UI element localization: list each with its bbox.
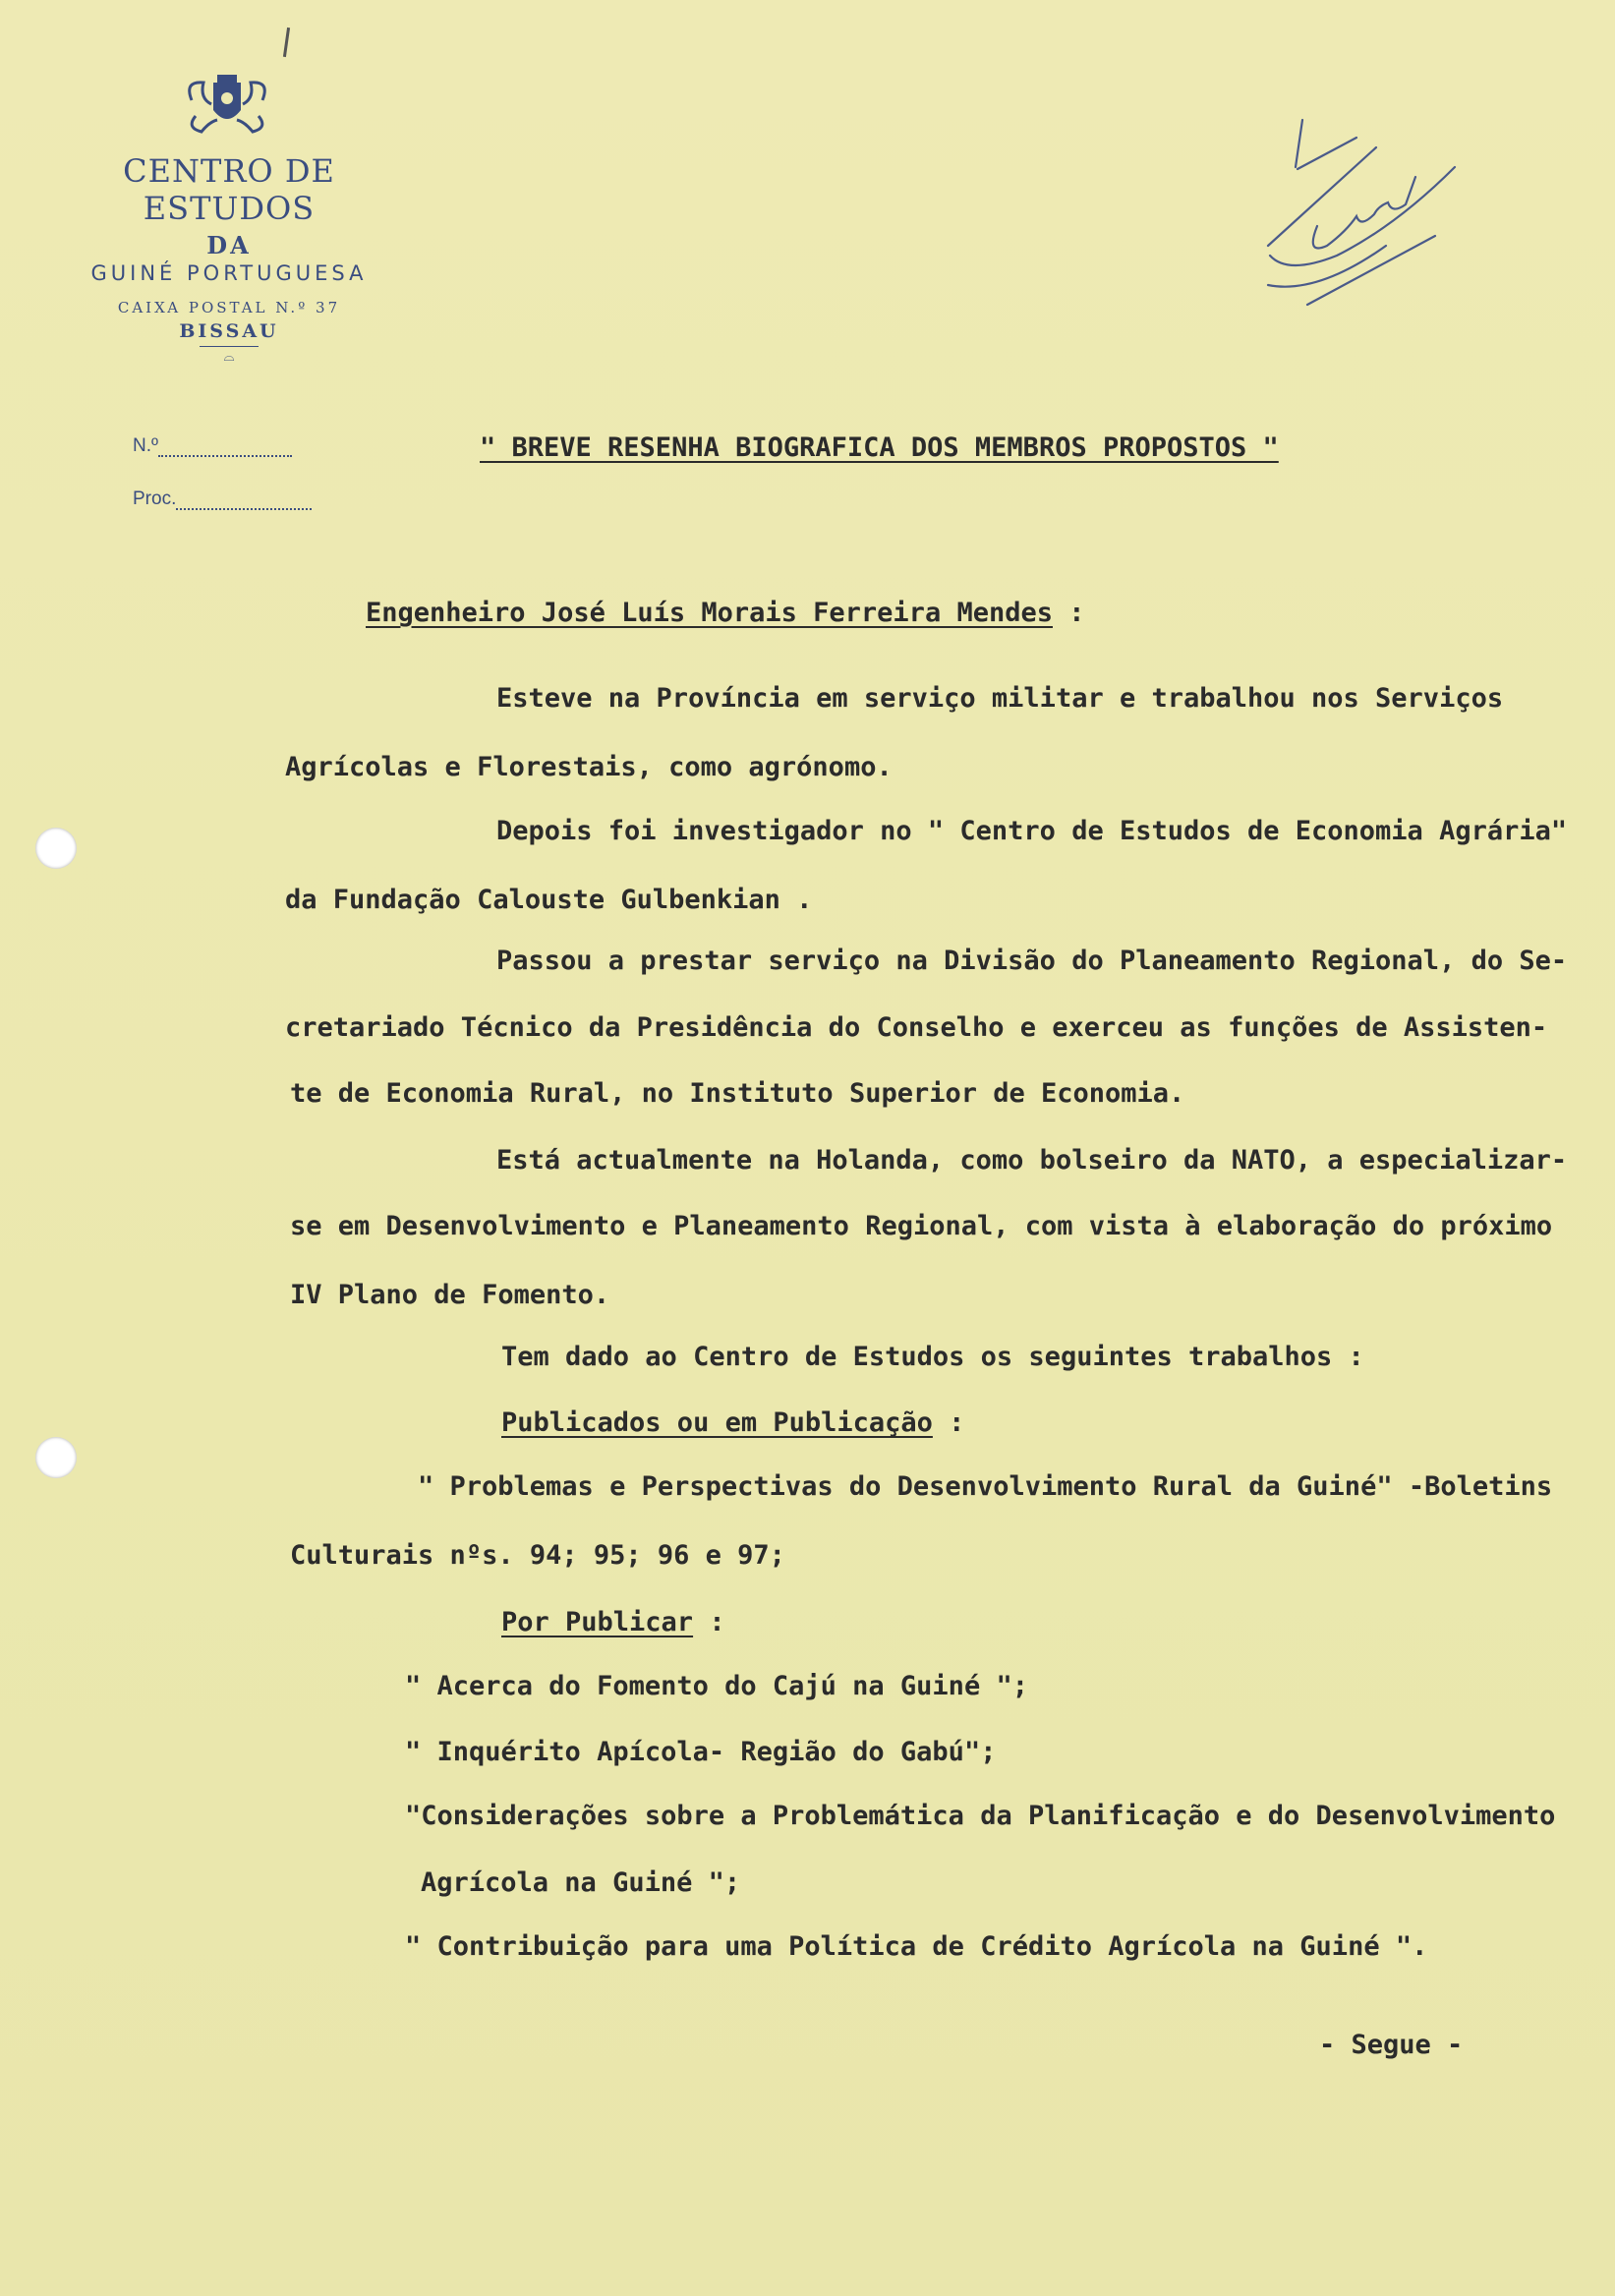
unpublished-item-3: "Considerações sobre a Problemática da Planificação e do Desenvolvimento xyxy=(405,1801,1556,1831)
document-title: " BREVE RESENHA BIOGRAFICA DOS MEMBROS PROPOSTOS " xyxy=(480,432,1279,463)
coat-of-arms-icon xyxy=(182,71,272,142)
published-heading-text: Publicados ou em Publicação xyxy=(501,1407,933,1438)
proc-label: Proc. xyxy=(133,488,177,509)
continuation-note: - Segue - xyxy=(1319,2030,1464,2060)
unpublished-item-5: " Contribuição para uma Política de Crédito Agrícola na Guiné ". xyxy=(405,1931,1428,1962)
bio-line-6: cretariado Técnico da Presidência do Conselho e exerceu as funções de Assisten- xyxy=(285,1012,1548,1043)
bio-line-11: Tem dado ao Centro de Estudos os seguintes trabalhos : xyxy=(501,1342,1364,1372)
person-name: Engenheiro José Luís Morais Ferreira Mendes xyxy=(366,598,1053,628)
published-line-2: Culturais nºs. 94; 95; 96 e 97; xyxy=(290,1540,785,1571)
unpublished-colon: : xyxy=(709,1607,725,1637)
published-heading xyxy=(501,1407,964,1438)
person-colon: : xyxy=(1068,598,1085,628)
bio-line-10: IV Plano de Fomento. xyxy=(290,1280,610,1310)
institution-name: CENTRO DE ESTUDOS xyxy=(123,152,335,227)
postal-box: CAIXA POSTAL N.º 37 xyxy=(117,299,341,316)
punch-hole xyxy=(35,828,77,869)
bio-line-8: Está actualmente na Holanda, como bolseiro da NATO, a especializar- xyxy=(496,1145,1568,1176)
bio-line-7: te de Economia Rural, no Instituto Superior de Economia. xyxy=(290,1078,1185,1109)
published-colon: : xyxy=(949,1407,965,1438)
bio-line-1: Esteve na Província em serviço militar e trabalhou nos Serviços xyxy=(496,683,1504,714)
pencil-mark xyxy=(283,28,290,57)
unpublished-heading xyxy=(501,1607,725,1637)
handwritten-signature xyxy=(1258,108,1474,315)
institution-da: DA xyxy=(206,231,252,259)
letterhead-ornament-icon: ⌓ xyxy=(223,349,235,365)
unpublished-item-2: " Inquérito Apícola- Região do Gabú"; xyxy=(405,1737,997,1767)
punch-hole xyxy=(35,1437,77,1478)
published-line-1: " Problemas e Perspectivas do Desenvolvimento Rural da Guiné" -Boletins xyxy=(418,1471,1553,1502)
institution-region: GUINÉ PORTUGUESA xyxy=(90,261,368,285)
letterhead xyxy=(59,152,399,365)
city: BISSAU xyxy=(179,320,279,342)
person-heading xyxy=(366,598,1085,628)
bio-line-4: da Fundação Calouste Gulbenkian . xyxy=(285,885,813,915)
unpublished-item-4: Agrícola na Guiné "; xyxy=(421,1867,741,1898)
bio-line-9: se em Desenvolvimento e Planeamento Regional, com vista à elaboração do próximo xyxy=(290,1211,1553,1241)
number-label: N.º xyxy=(133,435,158,456)
unpublished-item-1: " Acerca do Fomento do Cajú na Guiné "; xyxy=(405,1671,1028,1701)
number-field xyxy=(133,435,292,457)
unpublished-heading-text: Por Publicar xyxy=(501,1607,694,1637)
letterhead-rule xyxy=(200,346,259,347)
proc-field xyxy=(133,488,312,510)
bio-line-5: Passou a prestar serviço na Divisão do Planeamento Regional, do Se- xyxy=(496,946,1568,976)
bio-line-2: Agrícolas e Florestais, como agrónomo. xyxy=(285,752,893,782)
bio-line-3: Depois foi investigador no " Centro de Estudos de Economia Agrária" xyxy=(496,816,1568,846)
